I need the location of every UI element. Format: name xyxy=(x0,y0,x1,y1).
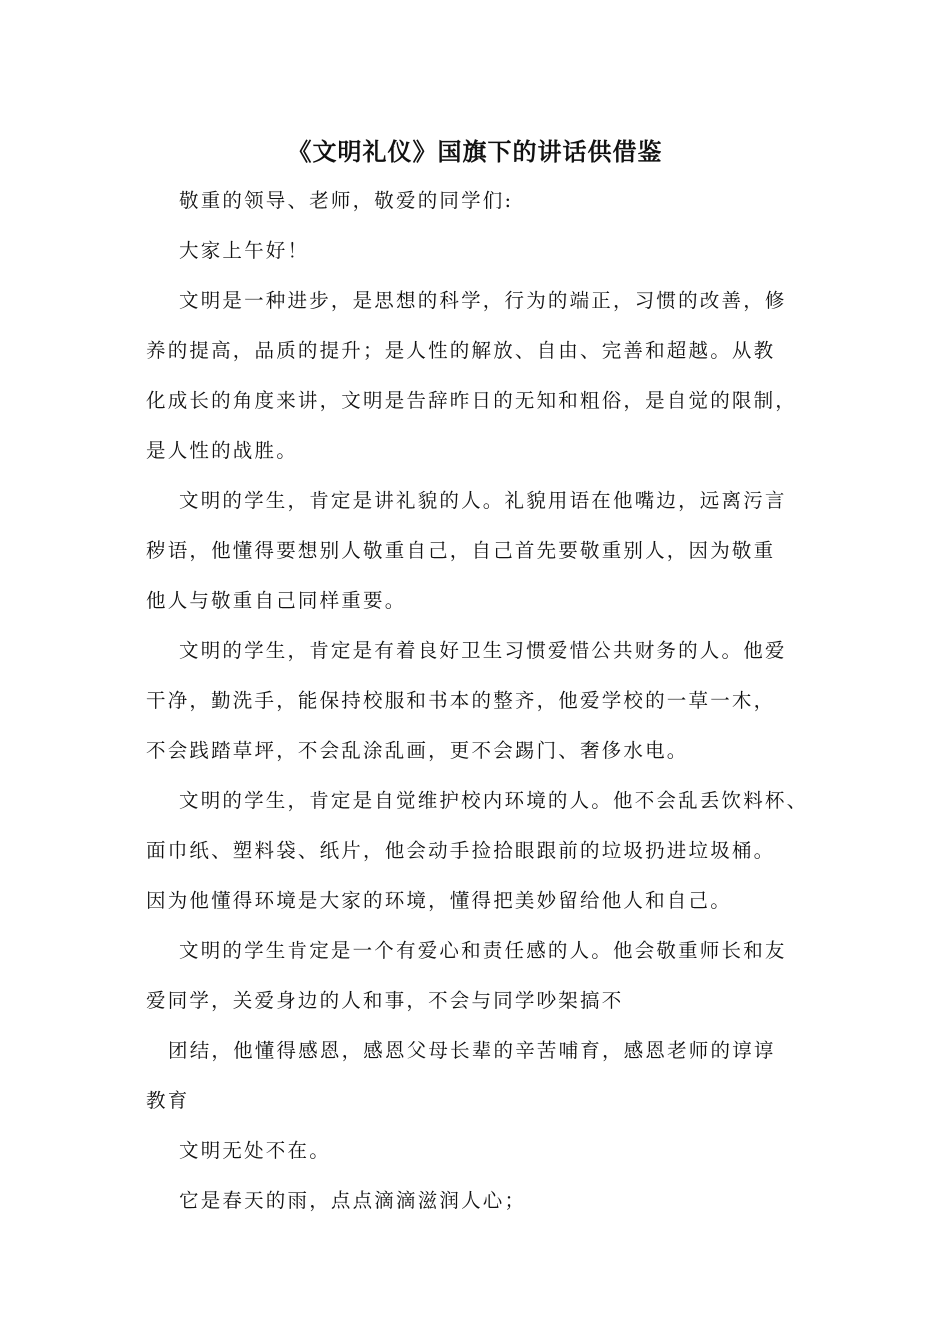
paragraph-3-line-2: 干净，勤洗手，能保持校服和书本的整齐，他爱学校的一草一木， xyxy=(146,689,776,712)
paragraph-1-line-4: 是人性的战胜。 xyxy=(146,439,298,462)
paragraph-1-line-2: 养的提高，品质的提升；是人性的解放、自由、完善和超越。从教 xyxy=(146,339,776,362)
paragraph-1-line-1: 文明是一种进步，是思想的科学，行为的端正，习惯的改善，修 xyxy=(179,289,787,312)
paragraph-5-line-2: 爱同学，关爱身边的人和事，不会与同学吵架搞不 xyxy=(146,989,624,1012)
document-title: 《文明礼仪》国旗下的讲话供借鉴 xyxy=(287,138,663,166)
salutation: 敬重的领导、老师，敬爱的同学们: xyxy=(179,189,514,212)
paragraph-5-line-4: 教育 xyxy=(146,1089,190,1112)
paragraph-6: 文明无处不在。 xyxy=(179,1139,331,1162)
paragraph-2-line-2: 秽语，他懂得要想别人敬重自己，自己首先要敬重别人，因为敬重 xyxy=(146,539,776,562)
greeting: 大家上午好！ xyxy=(179,239,310,262)
paragraph-2-line-1: 文明的学生，肯定是讲礼貌的人。礼貌用语在他嘴边，远离污言 xyxy=(179,489,787,512)
paragraph-4-line-1: 文明的学生，肯定是自觉维护校内环境的人。他不会乱丢饮料杯、 xyxy=(179,789,809,812)
paragraph-4-line-2: 面巾纸、塑料袋、纸片，他会动手捡拾眼跟前的垃圾扔进垃圾桶。 xyxy=(146,839,776,862)
paragraph-2-line-3: 他人与敬重自己同样重要。 xyxy=(146,589,407,612)
paragraph-5-line-3: 团结，他懂得感恩，感恩父母长辈的辛苦哺育，感恩老师的谆谆 xyxy=(168,1039,776,1062)
paragraph-3-line-1: 文明的学生，肯定是有着良好卫生习惯爱惜公共财务的人。他爱 xyxy=(179,639,787,662)
paragraph-1-line-3: 化成长的角度来讲，文明是告辞昨日的无知和粗俗，是自觉的限制， xyxy=(146,389,798,412)
paragraph-3-line-3: 不会践踏草坪，不会乱涂乱画，更不会踢门、奢侈水电。 xyxy=(146,739,689,762)
paragraph-7: 它是春天的雨，点点滴滴滋润人心； xyxy=(179,1189,527,1212)
paragraph-5-line-1: 文明的学生肯定是一个有爱心和责任感的人。他会敬重师长和友 xyxy=(179,939,787,962)
paragraph-4-line-3: 因为他懂得环境是大家的环境，懂得把美妙留给他人和自己。 xyxy=(146,889,732,912)
